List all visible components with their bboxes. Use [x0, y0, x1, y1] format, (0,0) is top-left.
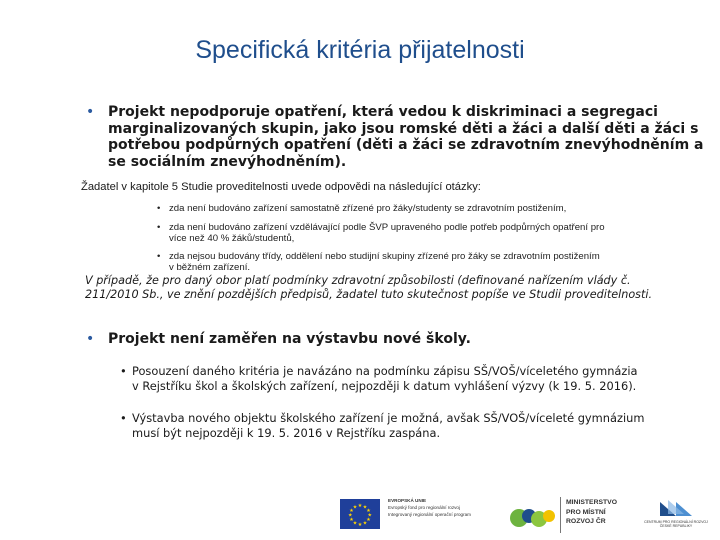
eu-line-2: Evropský fond pro regionální rozvoj	[388, 505, 461, 510]
eu-line-3: Integrovaný regionální operační program	[388, 512, 471, 517]
point-2-line-2: musí být nejpozději k 19. 5. 2016 v Rejstříku zaspána.	[132, 426, 441, 440]
question-item-3	[157, 251, 600, 273]
question-2-line-2: více než 40 % žáků/studentů,	[169, 233, 295, 244]
point-2-line-1: Výstavba nového objektu školského zařízení je možná, avšak SŠ/VOŠ/víceleté gymnázium	[132, 411, 645, 425]
svg-text:★: ★	[347, 512, 353, 519]
slide-title: Specifická kritéria přijatelnosti	[195, 36, 525, 64]
eu-line-1: EVROPSKÁ UNIE	[388, 498, 427, 503]
crr-logo-text: CENTRUM PRO REGIONÁLNÍ ROZVOJ ČESKÉ REPUBLIKY	[644, 520, 708, 528]
svg-text:★: ★	[367, 512, 373, 519]
note-line-2: 211/2010 Sb., ve znění pozdějších předpisů, žadatel tuto skutečnost popíše ve Studii proveditelnosti.	[85, 288, 653, 301]
health-condition-note	[85, 274, 652, 302]
bullet1-line-1: Projekt nepodporuje opatření, která vedou k diskriminaci a segregaci	[108, 104, 658, 120]
bullet-dot: •	[157, 251, 161, 262]
svg-text:★: ★	[366, 508, 371, 514]
footer-divider	[560, 497, 561, 533]
crr-logo-icon	[640, 498, 712, 534]
bullet-nondiscrimination	[86, 104, 704, 170]
svg-text:★: ★	[352, 520, 358, 527]
bullet2-text: Projekt není zaměřen na výstavbu nové školy.	[108, 331, 471, 347]
bullet-no-new-school	[86, 331, 471, 348]
intro-text: Žadatel v kapitole 5 Studie proveditelnosti uvede odpovědi na následující otázky:	[81, 181, 481, 193]
bullet-dot: •	[120, 411, 127, 425]
question-3-line-2: v běžném zařízení.	[169, 262, 251, 273]
eu-flag-logo	[340, 499, 380, 529]
svg-text:★: ★	[349, 508, 354, 514]
bullet-dot: •	[157, 203, 161, 214]
svg-text:★: ★	[362, 520, 368, 527]
point-1-line-1: Posouzení daného kritéria je navázáno na podmínku zápisu SŠ/VOŠ/víceletého gymnázia	[132, 364, 638, 378]
irop-logo-icon	[505, 502, 557, 530]
ministry-logo-text	[566, 498, 617, 527]
point-item-1	[120, 364, 638, 394]
ministry-line-3: ROZVOJ ČR	[566, 518, 606, 525]
question-1-line-1: zda není budováno zařízení samostatně zřízené pro žáky/studenty se zdravotním postižením,	[169, 203, 567, 214]
question-3-line-1: zda nejsou budovány třídy, oddělení nebo studijní skupiny zřízené pro žáky se zdravotním postižením	[169, 251, 600, 262]
point-item-2	[120, 411, 645, 441]
bullet-dot: •	[86, 104, 95, 120]
eu-text-block	[388, 497, 498, 518]
svg-text:★: ★	[366, 517, 371, 523]
ministry-line-2: PRO MÍSTNÍ	[566, 508, 606, 516]
bullet1-line-4: se sociálním znevýhodněním).	[108, 153, 347, 170]
question-item-1	[157, 203, 567, 214]
point-1-line-2: v Rejstříku škol a školských zařízení, nejpozději k datum vyhlášení výzvy (k 19. 5. 2016).	[132, 379, 637, 393]
svg-text:★: ★	[362, 504, 368, 511]
ministry-line-1: MINISTERSTVO	[566, 499, 617, 506]
bullet1-line-3: potřebou podpůrných opatření (děti a žáci se zdravotním znevýhodněním a	[108, 137, 704, 153]
svg-text:★: ★	[357, 503, 363, 509]
question-2-line-1: zda není budováno zařízení vzdělávající podle ŠVP upraveného podle potřeb podpůrných opatření pro	[169, 222, 605, 233]
svg-text:★: ★	[349, 517, 354, 523]
bullet-dot: •	[86, 331, 95, 347]
eu-stars-icon	[340, 499, 380, 529]
bullet1-line-2: marginalizovaných skupin, jako jsou romské děti a žáci a další děti a žáci s	[108, 120, 699, 137]
question-item-2	[157, 222, 605, 244]
svg-text:★: ★	[357, 522, 363, 528]
note-line-1: V případě, že pro daný obor platí podmínky zdravotní způsobilosti (definované nařízením vlády č.	[85, 274, 631, 287]
bullet-dot: •	[157, 222, 161, 233]
svg-text:★: ★	[352, 504, 358, 511]
bullet-dot: •	[120, 364, 127, 378]
